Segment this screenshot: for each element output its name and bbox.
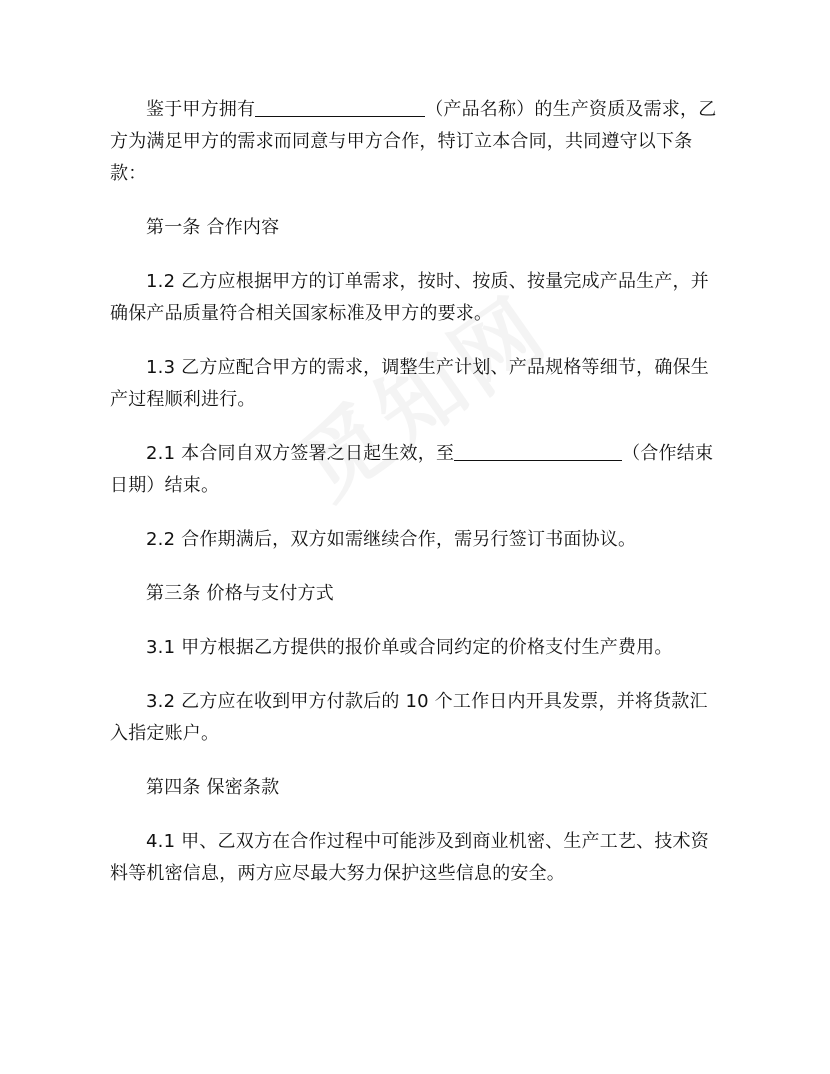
clause-1-2: 1.2 乙方应根据甲方的订单需求，按时、按质、按量完成产品生产，并确保产品质量符合相关国家标准及甲方的要求。 xyxy=(110,271,709,324)
clause-4-1: 4.1 甲、乙双方在合作过程中可能涉及到商业机密、生产工艺、技术资料等机密信息，两方应尽最大努力保护这些信息的安全。 xyxy=(110,831,709,884)
end-date-blank xyxy=(454,440,622,461)
intro-text-part1: 鉴于甲方拥有 xyxy=(146,99,256,120)
clause-2-1-part1: 2.1 本合同自双方签署之日起生效，至 xyxy=(146,443,455,464)
clause-2-1 xyxy=(110,438,720,502)
section-title-3: 第三条 价格与支付方式 xyxy=(146,583,334,604)
document-content xyxy=(110,94,720,912)
intro-text-part3: 乙方为满足甲方的需求而同意与甲方合作，特订立本合同，共同遵守以下条款： xyxy=(110,99,717,184)
intro-paragraph xyxy=(110,94,720,190)
clause-2-1-part2: （合作结束日期）结束。 xyxy=(110,443,714,496)
section-title-4: 第四条 保密条款 xyxy=(146,777,280,798)
clause-1-3: 1.3 乙方应配合甲方的需求，调整生产计划、产品规格等细节，确保生产过程顺利进行。 xyxy=(110,357,709,410)
clause-3-2: 3.2 乙方应在收到甲方付款后的 10 个工作日内开具发票，并将货款汇入指定账户。 xyxy=(110,691,708,744)
section-title-1: 第一条 合作内容 xyxy=(146,217,280,238)
intro-text-part2: （产品名称）的生产资质及需求， xyxy=(425,99,699,120)
product-name-blank xyxy=(255,96,425,117)
clause-3-1: 3.1 甲方根据乙方提供的报价单或合同约定的价格支付生产费用。 xyxy=(146,637,673,658)
clause-2-2: 2.2 合作期满后，双方如需继续合作，需另行签订书面协议。 xyxy=(146,529,637,550)
